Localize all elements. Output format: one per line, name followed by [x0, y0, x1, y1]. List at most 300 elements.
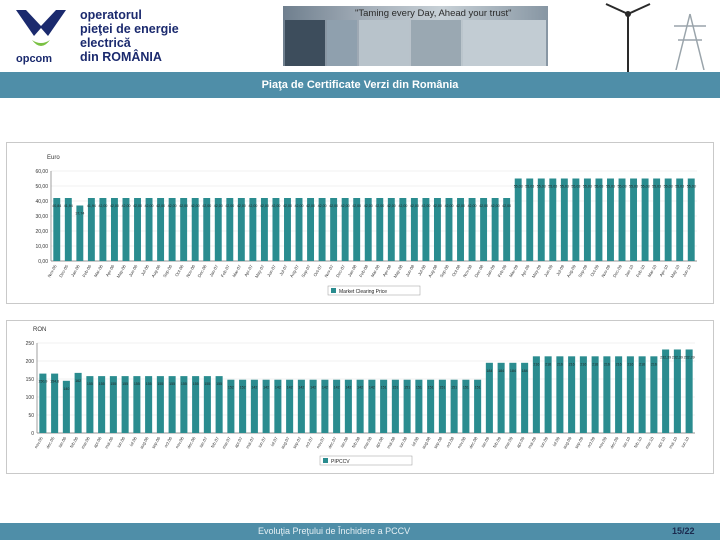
opcom-logo-icon — [12, 6, 70, 54]
y-tick-label: 50,00 — [35, 184, 48, 190]
data-label: 151 — [474, 385, 481, 390]
footer-bar — [0, 523, 720, 540]
bar — [660, 349, 672, 433]
data-label: 155 — [98, 382, 105, 387]
data-label: 140 — [63, 386, 70, 391]
data-label: 216 — [650, 362, 657, 367]
data-label: 155 — [145, 382, 152, 387]
y-axis-label: RON — [33, 327, 47, 333]
x-tick-label: dec.06 — [185, 436, 197, 450]
x-tick-label: Sep-08 — [438, 264, 450, 279]
x-tick-label: Jan-07 — [208, 264, 220, 278]
x-tick-label: iun.07 — [256, 436, 267, 449]
x-tick-label: Jul-07 — [278, 264, 289, 277]
x-tick-label: iul.07 — [269, 436, 279, 448]
x-tick-label: oct.06 — [162, 436, 173, 449]
data-label: 155 — [204, 382, 211, 387]
data-label: 232,39 — [660, 355, 672, 360]
data-label: 42,00 — [409, 204, 419, 208]
data-label: 42,00 — [167, 204, 177, 208]
data-label: 42,00 — [190, 204, 200, 208]
data-label: 216 — [533, 362, 540, 367]
data-label: 151 — [380, 385, 387, 390]
x-tick-label: oct.08 — [444, 436, 455, 449]
data-label: 42,00 — [398, 204, 408, 208]
x-tick-label: sep.06 — [150, 436, 162, 450]
bar — [486, 363, 493, 433]
ron-price-chart — [7, 321, 713, 473]
x-tick-label: dec.08 — [467, 436, 479, 450]
data-label: 55,03 — [525, 184, 535, 189]
page-number: 15/22 — [672, 526, 695, 536]
data-label: 55,03 — [513, 184, 523, 189]
data-label: 42,00 — [109, 204, 119, 208]
data-label: 55,03 — [582, 184, 592, 189]
euro-price-chart — [7, 143, 713, 303]
x-tick-label: apr.07 — [233, 436, 244, 449]
x-tick-label: iul.06 — [128, 436, 138, 448]
banner-panel — [327, 20, 357, 66]
x-tick-label: Feb-09 — [496, 264, 508, 279]
x-tick-label: Jan-08 — [346, 264, 358, 278]
bar — [584, 179, 591, 262]
x-tick-label: aug.06 — [138, 436, 150, 450]
x-tick-label: Nov-05 — [46, 264, 58, 279]
x-tick-label: Jan-06 — [69, 264, 81, 278]
bar — [515, 179, 522, 262]
x-tick-label: feb.09 — [491, 436, 502, 449]
y-tick-label: 20,00 — [35, 229, 48, 235]
data-label: 42,00 — [133, 204, 143, 208]
data-label: 55,03 — [571, 184, 581, 189]
data-label: 152 — [227, 385, 234, 390]
data-label: 155 — [169, 382, 176, 387]
bar — [615, 356, 622, 433]
data-label: 55,03 — [686, 184, 696, 189]
bar — [653, 179, 660, 262]
x-tick-label: Jan-09 — [485, 264, 496, 278]
x-tick-label: May-06 — [115, 264, 127, 279]
x-tick-label: Feb-07 — [219, 264, 231, 279]
data-label: 41,94 — [86, 204, 96, 208]
bar — [533, 356, 540, 433]
banner-panel — [463, 20, 546, 66]
banner-panel — [411, 20, 461, 66]
data-label: 42,00 — [156, 204, 166, 208]
x-tick-label: Nov-09 — [600, 264, 612, 279]
data-label: 151 — [392, 385, 399, 390]
bar — [538, 179, 545, 262]
y-tick-label: 50 — [28, 413, 34, 419]
x-tick-label: mai.07 — [244, 436, 256, 450]
x-tick-label: apr.08 — [374, 436, 385, 449]
data-label: 184 — [521, 368, 528, 373]
data-label: 55,03 — [605, 184, 615, 189]
x-tick-label: feb.08 — [350, 436, 361, 449]
x-tick-label: ian.06 — [57, 436, 68, 449]
y-tick-label: 10,00 — [35, 244, 48, 250]
data-label: 42,00 — [444, 204, 454, 208]
x-tick-label: nov.06 — [174, 436, 185, 450]
y-tick-label: 0 — [31, 431, 34, 437]
x-tick-label: iul.09 — [551, 436, 561, 448]
x-tick-label: Sep-07 — [300, 264, 312, 279]
data-label: 42,00 — [248, 204, 258, 208]
data-label: 155 — [133, 382, 140, 387]
legend-label: Market Clearing Price — [339, 289, 388, 295]
x-tick-label: Feb-06 — [81, 264, 93, 279]
data-label: 155 — [180, 382, 187, 387]
x-tick-label: iun.09 — [538, 436, 549, 449]
x-tick-label: Aug-06 — [150, 264, 162, 279]
x-tick-label: Feb-08 — [358, 264, 370, 279]
y-tick-label: 30,00 — [35, 214, 48, 220]
data-label: 42,00 — [282, 204, 292, 208]
data-label: 55,03 — [663, 184, 673, 189]
bar — [595, 179, 602, 262]
data-label: 42,00 — [179, 204, 189, 208]
y-tick-label: 250 — [25, 341, 34, 347]
data-label: 216 — [545, 362, 552, 367]
data-label: 42,00 — [352, 204, 362, 208]
data-label: 42,00 — [271, 204, 281, 208]
data-label: 42,00 — [340, 204, 350, 208]
x-tick-label: Jun-09 — [542, 264, 554, 278]
x-tick-label: mai.06 — [103, 436, 115, 450]
x-tick-label: Jun-06 — [127, 264, 139, 278]
x-tick-label: Jun-07 — [266, 264, 277, 278]
data-label: 142 — [298, 385, 305, 390]
data-label: 42,00 — [363, 204, 373, 208]
bar — [580, 356, 587, 433]
data-label: 155 — [86, 382, 93, 387]
x-tick-label: mar.06 — [80, 436, 91, 450]
x-tick-label: Dec-06 — [196, 264, 208, 279]
x-tick-label: mai.08 — [385, 436, 397, 450]
data-label: 155 — [110, 382, 117, 387]
data-label: 216 — [568, 362, 575, 367]
bar — [526, 179, 533, 262]
data-label: 142 — [263, 385, 270, 390]
bar — [671, 349, 683, 433]
data-label: 216 — [615, 362, 622, 367]
bar — [509, 363, 516, 433]
x-tick-label: Jul-08 — [416, 264, 427, 277]
x-tick-label: Dec-05 — [58, 264, 70, 279]
data-label: 155 — [192, 382, 199, 387]
x-tick-label: mai.10 — [667, 436, 679, 450]
data-label: 55,03 — [548, 184, 558, 189]
data-label: 42,00 — [144, 204, 154, 208]
data-label: 42,00 — [421, 204, 431, 208]
data-label: 42,00 — [490, 204, 500, 208]
data-label: 155 — [157, 382, 164, 387]
x-tick-label: Apr-10 — [658, 264, 670, 278]
x-tick-label: iul.08 — [410, 436, 420, 448]
x-tick-label: aug.09 — [561, 436, 573, 450]
x-tick-label: mar.08 — [362, 436, 373, 450]
x-tick-label: Aug-07 — [288, 264, 300, 279]
data-label: 55,03 — [536, 184, 546, 189]
footer-text: Evoluţia Preţului de Închidere a PCCV — [258, 526, 411, 536]
x-tick-label: Sep-09 — [577, 264, 589, 279]
brand-name: opcom — [16, 53, 53, 65]
bar — [561, 179, 568, 262]
x-tick-label: Feb-10 — [634, 264, 646, 279]
data-label: 142 — [251, 385, 258, 390]
x-tick-label: Jun-08 — [404, 264, 416, 278]
x-tick-label: Dec-09 — [611, 264, 623, 279]
x-tick-label: Apr-08 — [381, 264, 393, 278]
data-label: 150,9 — [38, 379, 48, 384]
data-label: 37,74 — [75, 211, 85, 216]
data-label: 142 — [368, 385, 375, 390]
x-tick-label: dec.07 — [326, 436, 338, 450]
x-tick-label: oct.07 — [303, 436, 314, 449]
bar — [607, 179, 614, 262]
y-tick-label: 150 — [25, 377, 34, 383]
data-label: 55,03 — [594, 184, 604, 189]
data-label: 42,00 — [502, 204, 512, 208]
bar — [630, 179, 637, 262]
x-tick-label: Sep-06 — [161, 264, 173, 279]
org-line-2: pieţei de energie — [80, 22, 179, 36]
data-label: 142 — [321, 385, 328, 390]
x-tick-label: Oct-07 — [312, 264, 323, 278]
x-tick-label: Jan-10 — [623, 264, 635, 278]
header-banner — [283, 6, 548, 66]
data-label: 55,03 — [675, 184, 685, 189]
data-label: 42,00 — [236, 204, 246, 208]
data-label: 42,00 — [202, 204, 212, 208]
data-label: 42,00 — [259, 204, 269, 208]
data-label: 142 — [345, 385, 352, 390]
x-tick-label: Apr-06 — [104, 264, 116, 278]
bar — [592, 356, 599, 433]
data-label: 42,00 — [432, 204, 442, 208]
x-tick-label: oct.09 — [585, 436, 596, 449]
x-tick-label: aug.07 — [279, 436, 291, 450]
bar — [665, 179, 672, 262]
bar — [642, 179, 649, 262]
data-label: 40,84 — [52, 204, 62, 208]
x-tick-label: Mar-07 — [231, 264, 243, 278]
data-label: 151 — [462, 385, 469, 390]
y-tick-label: 60,00 — [35, 169, 48, 175]
bar — [545, 356, 552, 433]
x-tick-label: Aug-08 — [427, 264, 439, 279]
data-label: 142 — [357, 385, 364, 390]
banner-panel — [359, 20, 409, 66]
x-tick-label: Nov-08 — [461, 264, 473, 279]
data-label: 184 — [509, 368, 516, 373]
bar — [676, 179, 683, 262]
data-label: 216 — [627, 362, 634, 367]
x-tick-label: feb.06 — [68, 436, 79, 449]
data-label: 42,00 — [479, 204, 489, 208]
x-tick-label: Oct-06 — [173, 264, 185, 278]
data-label: 142 — [286, 385, 293, 390]
data-label: 55,03 — [629, 184, 639, 189]
data-label: 142 — [333, 385, 340, 390]
data-label: 162 — [75, 378, 82, 383]
banner-panel — [285, 20, 325, 66]
x-tick-label: Jul-09 — [555, 264, 566, 277]
x-tick-label: Mar-08 — [369, 264, 381, 278]
x-tick-label: ian.08 — [339, 436, 350, 449]
banner-slogan: "Taming every Day, Ahead your trust" — [355, 8, 512, 19]
x-tick-label: nov.05 — [33, 436, 44, 450]
x-tick-label: Oct-09 — [589, 264, 600, 278]
data-label: 216 — [592, 362, 599, 367]
data-label: 216 — [556, 362, 563, 367]
x-tick-label: feb.10 — [632, 436, 643, 449]
data-label: 42,00 — [98, 204, 108, 208]
y-tick-label: 100 — [25, 395, 34, 401]
data-label: 232,39 — [671, 355, 683, 360]
bar — [521, 363, 528, 433]
data-label: 154,6 — [50, 379, 60, 384]
x-tick-label: feb.07 — [209, 436, 220, 449]
x-tick-label: ian.09 — [480, 436, 491, 449]
y-tick-label: 200 — [25, 359, 34, 365]
slide-title: Piaţa de Certificate Verzi din România — [0, 72, 720, 98]
x-tick-label: May-08 — [392, 264, 404, 279]
x-tick-label: ian.07 — [198, 436, 209, 449]
data-label: 184 — [486, 368, 493, 373]
x-tick-label: apr.06 — [92, 436, 103, 449]
x-tick-label: Apr-07 — [243, 264, 254, 278]
x-tick-label: Jun-10 — [681, 264, 693, 278]
data-label: 55,03 — [617, 184, 627, 189]
x-tick-label: dec.05 — [44, 436, 56, 450]
x-tick-label: May-10 — [669, 264, 681, 279]
data-label: 41,94 — [63, 204, 73, 208]
data-label: 142 — [310, 385, 317, 390]
x-tick-label: iun.10 — [679, 436, 690, 449]
data-label: 232,39 — [683, 355, 695, 360]
x-tick-label: Mar-06 — [92, 264, 104, 278]
chart-frame-ron — [6, 320, 714, 474]
x-tick-label: sep.07 — [291, 436, 303, 450]
bar — [572, 179, 579, 262]
data-label: 42,00 — [375, 204, 385, 208]
legend-swatch — [331, 288, 336, 293]
x-tick-label: dec.09 — [608, 436, 620, 450]
data-label: 151 — [415, 385, 422, 390]
data-label: 42,00 — [467, 204, 477, 208]
x-tick-label: May-07 — [253, 264, 266, 279]
bar — [639, 356, 646, 433]
x-tick-label: Nov-06 — [184, 264, 197, 279]
x-tick-label: sep.08 — [432, 436, 444, 450]
x-tick-label: Mar-09 — [508, 263, 520, 278]
data-label: 42,00 — [456, 204, 466, 208]
x-tick-label: aug.08 — [420, 436, 432, 450]
data-label: 151 — [439, 385, 446, 390]
data-label: 184 — [498, 368, 505, 373]
power-pylon-icon — [668, 10, 712, 70]
x-tick-label: Aug-09 — [565, 264, 577, 279]
x-tick-label: iun.06 — [115, 436, 126, 449]
data-label: 42,00 — [386, 204, 396, 208]
legend-label: PIPCCV — [331, 459, 350, 465]
data-label: 42,00 — [317, 204, 327, 208]
bar — [650, 356, 657, 433]
legend-swatch — [323, 458, 328, 463]
data-label: 151 — [404, 385, 411, 390]
x-tick-label: apr.10 — [656, 436, 667, 449]
bar — [498, 363, 505, 433]
org-line-1: operatorul — [80, 8, 142, 22]
x-tick-label: mai.09 — [526, 436, 538, 450]
data-label: 216 — [580, 362, 587, 367]
bar — [619, 179, 626, 262]
org-line-3: electrică — [80, 36, 131, 50]
x-tick-label: Apr-09 — [519, 264, 531, 278]
bar — [603, 356, 610, 433]
bar — [556, 356, 563, 433]
x-tick-label: Dec-08 — [473, 264, 485, 279]
x-tick-label: Mar-10 — [646, 264, 658, 278]
data-label: 42,00 — [306, 204, 316, 208]
data-label: 55,03 — [640, 184, 650, 189]
data-label: 42,00 — [213, 204, 223, 208]
chart-frame-euro — [6, 142, 714, 304]
data-label: 155 — [122, 382, 129, 387]
x-tick-label: Dec-07 — [334, 264, 347, 279]
y-tick-label: 0,00 — [38, 259, 48, 265]
x-tick-label: ian.10 — [621, 436, 632, 449]
bar — [688, 179, 695, 262]
x-tick-label: Nov-07 — [323, 264, 335, 279]
data-label: 42,00 — [329, 204, 339, 208]
y-tick-label: 40,00 — [35, 199, 48, 205]
org-line-4: din ROMÂNIA — [80, 50, 162, 64]
data-label: 216 — [639, 362, 646, 367]
data-label: 42,00 — [225, 204, 235, 208]
x-tick-label: nov.09 — [597, 436, 608, 450]
bar — [568, 356, 575, 433]
x-tick-label: nov.07 — [315, 436, 326, 450]
bar — [549, 179, 556, 262]
data-label: 155 — [216, 382, 223, 387]
x-tick-label: sep.09 — [573, 436, 585, 450]
wind-turbine-icon — [596, 0, 660, 72]
data-label: 55,03 — [559, 184, 569, 189]
data-label: 42,00 — [294, 204, 304, 208]
data-label: 151 — [451, 385, 458, 390]
x-tick-label: mar.10 — [644, 436, 655, 450]
y-axis-label: Euro — [47, 155, 60, 161]
data-label: 151 — [427, 385, 434, 390]
bar — [683, 349, 695, 433]
x-tick-label: iun.08 — [397, 436, 408, 449]
x-tick-label: Oct-08 — [450, 264, 462, 278]
data-label: 216 — [603, 362, 610, 367]
data-label: 42,00 — [121, 204, 131, 208]
data-label: 152 — [239, 385, 246, 390]
x-tick-label: mar.09 — [503, 436, 514, 450]
bar — [627, 356, 634, 433]
x-tick-label: apr.09 — [515, 436, 526, 449]
header — [0, 0, 720, 72]
x-tick-label: May-09 — [530, 264, 543, 279]
data-label: 142 — [274, 385, 281, 390]
x-tick-label: mar.07 — [221, 436, 232, 450]
x-tick-label: nov.08 — [456, 436, 467, 450]
x-tick-label: Jul-06 — [139, 264, 150, 277]
